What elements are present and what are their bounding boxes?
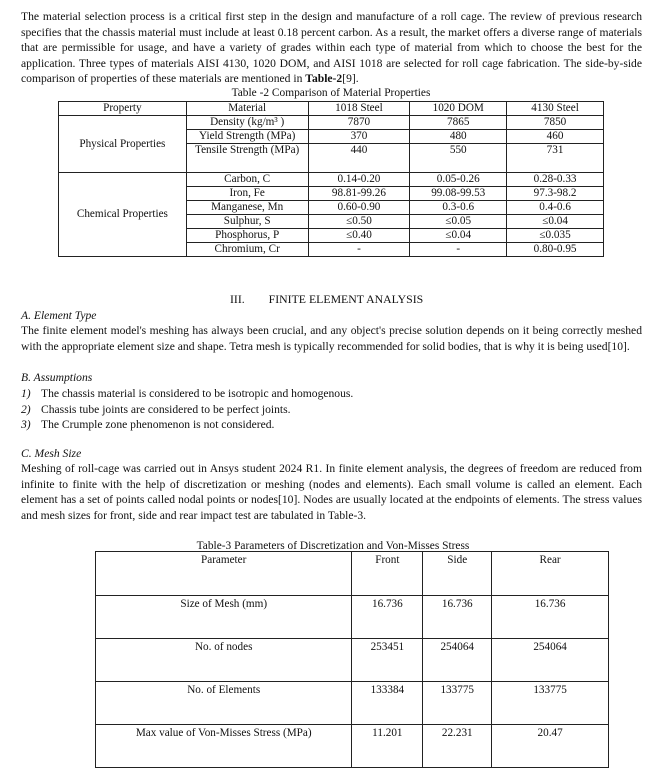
value-cell: 253451 [352,639,423,682]
property-name: Tensile Strength (MPa) [186,144,308,173]
value-cell: 16.736 [423,596,492,639]
value-cell: 7865 [410,116,507,130]
value-cell: 99.08-99.53 [410,187,507,201]
value-cell: 370 [308,130,410,144]
value-cell: 0.14-0.20 [308,173,410,187]
list-number: 3) [21,418,31,431]
value-cell: 7850 [507,116,604,130]
parameter-name: No. of nodes [96,639,352,682]
value-cell: 0.3-0.6 [410,201,507,215]
list-item [21,402,353,418]
value-cell: 0.28-0.33 [507,173,604,187]
list-number: 2) [21,402,31,416]
intro-paragraph [21,9,642,87]
section-heading [230,292,423,308]
value-cell: ≤0.04 [410,229,507,243]
value-cell: 0.05-0.26 [410,173,507,187]
list-text: The Crumple zone phenomenon is not considered. [41,418,275,431]
list-text: The chassis material is considered to be isotropic and homogenous. [41,387,354,400]
table2-caption: Table -2 Comparison of Material Properties [231,87,431,99]
header-cell: Property [59,102,187,116]
header-cell: Rear [492,552,609,596]
value-cell: 16.736 [352,596,423,639]
section-title: FINITE ELEMENT ANALYSIS [268,292,424,306]
intro-text: The material selection process is a critical first step in the design and manufacture of a roll cage. The review of previous research specifies that the chassis material must include at least 0.18 percent carbon. As a result, the market offers a diverse range of materials that are permissible for usage, and have a variety of grades within each type of material from which to choose the best for the application. Three types of materials AISI 4130, 1020 DOM, and AISI 1018 are selected for roll cage fabrication. The side-by-side comparison of properties of these materials are mentioned in [21,10,642,85]
intro-citation: [9]. [342,72,359,85]
table3-header-row [96,552,609,596]
value-cell: - [308,243,410,257]
value-cell: 97.3-98.2 [507,187,604,201]
group-label: Physical Properties [59,116,187,173]
table2-header-row [59,102,604,116]
header-cell: 4130 Steel [507,102,604,116]
value-cell: 0.60-0.90 [308,201,410,215]
value-cell: ≤0.40 [308,229,410,243]
value-cell: 98.81-99.26 [308,187,410,201]
material-properties-table [58,101,604,257]
property-name: Iron, Fe [186,187,308,201]
property-name: Carbon, C [186,173,308,187]
header-cell: Parameter [96,552,352,596]
value-cell: 11.201 [352,725,423,768]
value-cell: 0.80-0.95 [507,243,604,257]
header-cell: Front [352,552,423,596]
list-item [21,386,353,402]
property-name: Density (kg/m³ ) [186,116,308,130]
header-cell: Side [423,552,492,596]
assumption-list [21,386,353,433]
value-cell: 22.231 [423,725,492,768]
value-cell: 254064 [492,639,609,682]
property-name: Phosphorus, P [186,229,308,243]
section-number: III. [230,292,245,306]
table3-caption: Table-3 Parameters of Discretization and Von-Misses Stress [196,540,470,552]
table-row [96,639,609,682]
value-cell: 7870 [308,116,410,130]
table-row [59,173,604,187]
discretization-table [95,551,609,768]
value-cell: 16.736 [492,596,609,639]
value-cell: 480 [410,130,507,144]
table-row [59,116,604,130]
property-name: Chromium, Cr [186,243,308,257]
value-cell: 133384 [352,682,423,725]
value-cell: ≤0.05 [410,215,507,229]
element-type-paragraph: The finite element model's meshing has always been crucial, and any object's precise solution depends on it being correctly meshed with the appropriate element size and shape. Tetra mesh is typically recommended for solid bodies, that is why it is being used[10]. [21,324,642,353]
value-cell: ≤0.04 [507,215,604,229]
table-reference: Table-2 [305,72,343,85]
subsection-a-heading: A. Element Type [21,309,97,322]
header-cell: 1020 DOM [410,102,507,116]
value-cell: 254064 [423,639,492,682]
parameter-name: Size of Mesh (mm) [96,596,352,639]
mesh-size-paragraph: Meshing of roll-cage was carried out in Ansys student 2024 R1. In finite element analysis, the degrees of freedom are reduced from infinite to finite with the help of discretization or meshing (nodes and elements). Each small volume is called an element. Each element has a set of points called nodal points or nodes[10]. Nodes are usually located at the endpoints of elements. The stress values and mesh sizes for front, side and rear impact test are tabulated in Table-3. [21,462,642,522]
property-name: Yield Strength (MPa) [186,130,308,144]
value-cell: ≤0.50 [308,215,410,229]
list-item [21,417,353,433]
value-cell: 0.4-0.6 [507,201,604,215]
table-row [96,682,609,725]
value-cell: 133775 [492,682,609,725]
header-cell: Material [186,102,308,116]
value-cell: 440 [308,144,410,173]
value-cell: 731 [507,144,604,173]
value-cell: 550 [410,144,507,173]
value-cell: 133775 [423,682,492,725]
subsection-c-heading: C. Mesh Size [21,447,82,460]
header-cell: 1018 Steel [308,102,410,116]
parameter-name: Max value of Von-Misses Stress (MPa) [96,725,352,768]
value-cell: - [410,243,507,257]
property-name: Sulphur, S [186,215,308,229]
table-row [96,596,609,639]
property-name: Manganese, Mn [186,201,308,215]
list-text: Chassis tube joints are considered to be perfect joints. [41,402,291,416]
parameter-name: No. of Elements [96,682,352,725]
value-cell: 20.47 [492,725,609,768]
list-number: 1) [21,387,31,400]
subsection-b-heading: B. Assumptions [21,371,93,384]
value-cell: ≤0.035 [507,229,604,243]
group-label: Chemical Properties [59,173,187,257]
table-row [96,725,609,768]
value-cell: 460 [507,130,604,144]
